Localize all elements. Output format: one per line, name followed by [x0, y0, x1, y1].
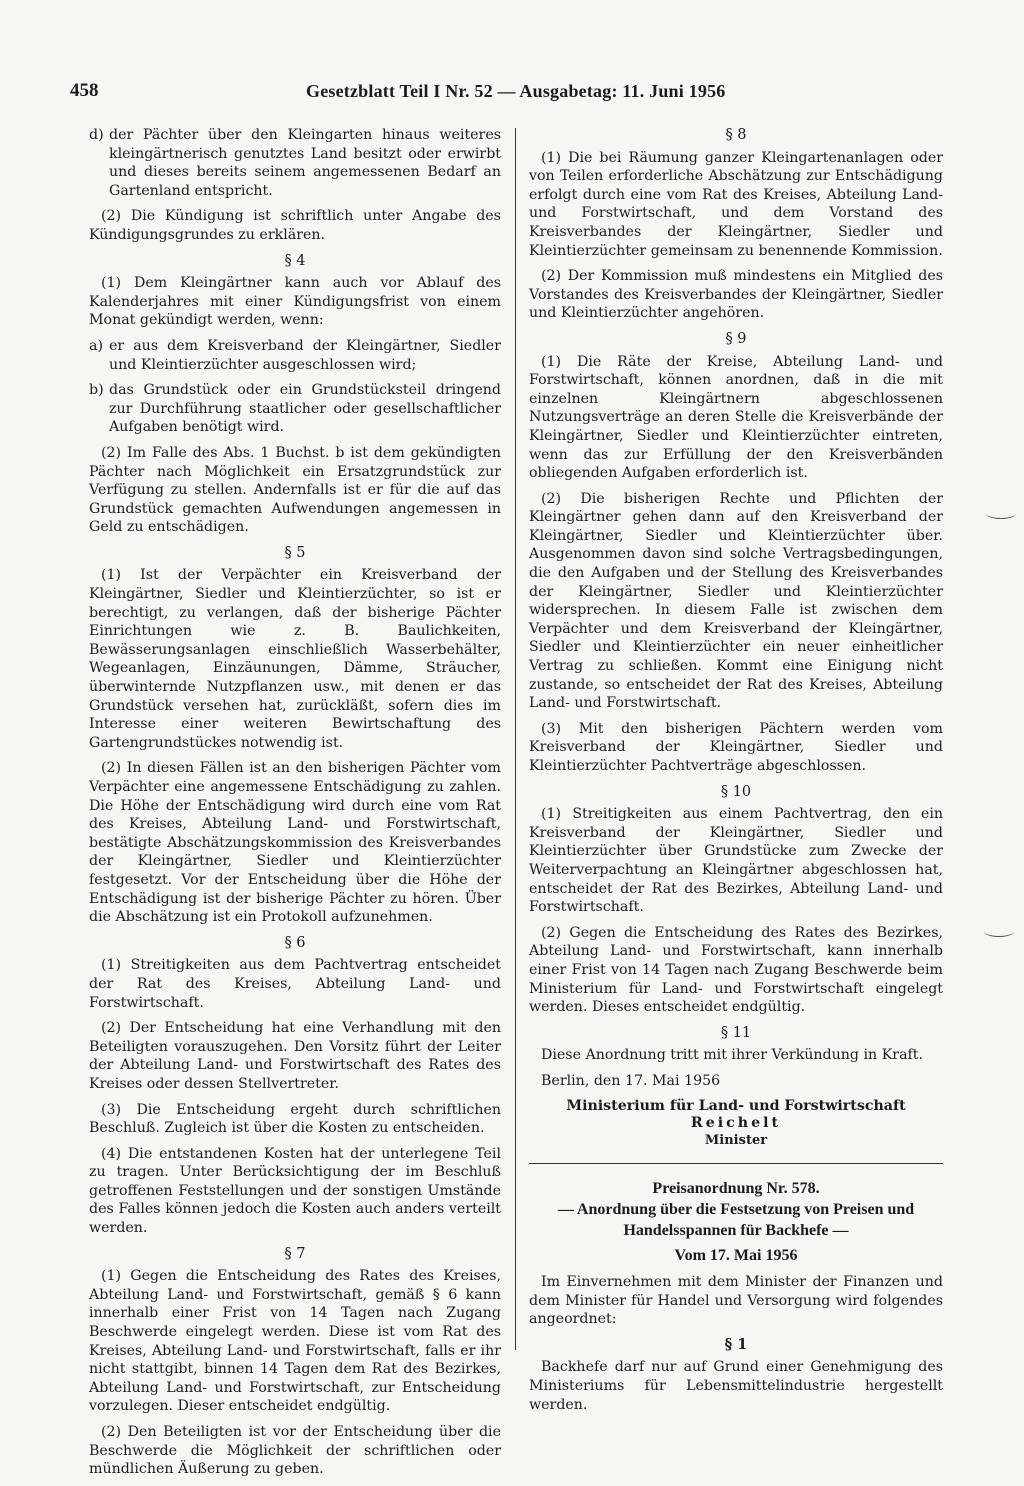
paragraph: (2) Der Entscheidung hat eine Verhandlung mit den Beteiligten vorauszugehen. Den Vorsitz führt der Leiter der Abteilung Land- und Forstwirtschaft des Rates des Kreises oder dessen Stellvertreter. [89, 1020, 501, 1092]
section-heading: § 5 [284, 544, 306, 561]
paragraph: (2) Die bisherigen Rechte und Pflichten der Kleingärtner gehen dann auf den Kreisverband der Kleingärtner, Siedler und Kleintierzüchter über. Ausgenommen davon sind solche Vertragsbedingungen, die den Aufgaben und der Stellung des Kreisverbandes der Kleingärtner, Siedler und Kleintierzüchter widersprechen. In diesem Falle ist zwischen dem Verpächter und dem Kreisverband der Kleingärtner, Siedler und Kleintierzüchter ein neuer einheitlicher Vertrag zu schließen. Kommt eine Einigung nicht zustande, so entscheidet der Rat des Kreises, Abteilung Land- und Forstwirtschaft. [529, 490, 943, 712]
signer-name: Reichelt [690, 1114, 782, 1131]
paragraph: (1) Streitigkeiten aus dem Pachtvertrag entscheidet der Rat des Kreises, Abteilung Land- und Forstwirtschaft. [89, 957, 501, 1011]
section-heading: § 10 [720, 783, 752, 800]
paragraph: (1) Die bei Räumung ganzer Kleingartenanlagen oder von Teilen erforderliche Abschätzung zur Entschädigung erfolgt durch eine vom Rat des Kreises, Abteilung Land- und Forstwirtschaft, und dem Vorstand des Kreisverbandes der Kleingärtner, Siedler und Kleintierzüchter gemeinsam zu benennende Kommission. [529, 149, 943, 259]
paragraph: (1) Streitigkeiten aus einem Pachtvertrag, den ein Kreisverband der Kleingärtner, Siedler und Kleintierzüchter über Grundstücke zum Zwecke der Weiterverpachtung an Kleingärtner abgeschlossen hat, entscheidet der Rat des Bezirkes, Abteilung Land- und Forstwirtschaft. [529, 806, 943, 916]
section-heading: § 9 [725, 330, 747, 347]
paragraph: (3) Mit den bisherigen Pächtern werden vom Kreisverband der Kleingärtner, Siedler und Kleintierzüchter Pachtverträge abgeschlossen. [529, 720, 943, 774]
signer-role: Minister [704, 1132, 768, 1148]
section-divider [529, 1163, 943, 1164]
section-heading: § 6 [284, 934, 306, 951]
paragraph: (2) Gegen die Entscheidung des Rates des Bezirkes, Abteilung Land- und Forstwirtschaft, kann innerhalb einer Frist von 14 Tagen nach Zugang Beschwerde beim Ministerium für Land- und Forstwirtschaft eingelegt werden. Dieses entscheidet endgültig. [529, 924, 943, 1016]
right-column [529, 126, 943, 1421]
ministry-name: Ministerium für Land- und Forstwirtschaft [566, 1097, 906, 1114]
paragraph: (1) Dem Kleingärtner kann auch vor Ablauf des Kalenderjahres mit einer Kündigungsfrist von einem Monat gekündigt werden, wenn: [89, 275, 501, 329]
left-column [89, 126, 501, 1486]
list-item-b: b) das Grundstück oder ein Grundstücksteil dringend zur Durchführung staatlicher oder gesellschaftlicher Aufgaben benötigt wird. [89, 382, 501, 436]
place-date: Berlin, den 17. Mai 1956 [541, 1072, 721, 1089]
margin-mark [984, 926, 1014, 937]
section-heading: § 11 [720, 1024, 752, 1041]
paragraph: Backhefe darf nur auf Grund einer Genehmigung des Ministeriums für Lebensmittelindustrie hergestellt werden. [529, 1359, 943, 1413]
paragraph: (2) Im Falle des Abs. 1 Buchst. b ist dem gekündigten Pächter nach Möglichkeit ein Ersatzgrundstück zur Verfügung zu stellen. Andernfalls ist er für die auf das Grundstück gemachten Aufwendungen angemessen in Geld zu entschädigen. [89, 444, 501, 536]
page-number: 458 [70, 80, 99, 101]
paragraph: (1) Die Räte der Kreise, Abteilung Land- und Forstwirtschaft, können anordnen, daß in die mit einzelnen Kleingärtnern abgeschlossenen Nutzungsverträge an deren Stelle die Kreisverbände der Kleingärtner, Siedler und Kleintierzüchter eintreten, wenn das zur Erfüllung der den Kreisverbänden obliegenden Aufgaben erforderlich ist. [529, 353, 943, 482]
section-heading: § 7 [284, 1245, 306, 1262]
paragraph: (2) Den Beteiligten ist vor der Entscheidung über die Beschwerde die Möglichkeit der schriftlichen oder mündlichen Äußerung zu geben. [89, 1424, 501, 1478]
paragraph: (2) In diesen Fällen ist an den bisherigen Pächter vom Verpächter eine angemessene Entschädigung zu zahlen. Die Höhe der Entschädigung wird durch eine vom Rat des Kreises, Abteilung Land- und Forstwirtschaft, bestätigte Abschätzungskommission des Kreisverbandes der Kleingärtner, Siedler und Kleintierzüchter festgesetzt. Vor der Entscheidung über die Höhe der Entschädigung ist der bisherige Pächter zu hören. Über die Abschätzung ist ein Protokoll aufzunehmen. [89, 760, 501, 926]
paragraph: (2) Der Kommission muß mindestens ein Mitglied des Vorstandes des Kreisverbandes der Kleingärtner, Siedler und Kleintierzüchter angehören. [529, 268, 943, 322]
column-divider [515, 128, 516, 1350]
paragraph: Diese Anordnung tritt mit ihrer Verkündung in Kraft. [541, 1047, 923, 1064]
order-date: Vom 17. Mai 1956 [674, 1246, 798, 1264]
paragraph: (1) Gegen die Entscheidung des Rates des Kreises, Abteilung Land- und Forstwirtschaft, gemäß § 6 kann innerhalb einer Frist von 14 Tagen nach Zugang Beschwerde eingelegt werden. Diese ist vom Rat des Kreises, Abteilung Land- und Forstwirtschaft, falls er ihr nicht stattgibt, binnen 14 Tagen dem Rat des Bezirkes, Abteilung Land- und Forstwirtschaft, zur Entscheidung vorzulegen. Dieser entscheidet endgültig. [89, 1268, 501, 1415]
list-item-a: a) er aus dem Kreisverband der Kleingärtner, Siedler und Kleintierzüchter ausgeschlossen wird; [89, 337, 501, 373]
paragraph: (4) Die entstandenen Kosten hat der unterlegene Teil zu tragen. Unter Berücksichtigung der im Beschluß getroffenen Feststellungen und der sonstigen Umstände des Falles können jedoch die Kosten auch anders verteilt werden. [89, 1145, 501, 1237]
section-heading: § 1 [724, 1335, 748, 1353]
order-title: Preisanordnung Nr. 578. [652, 1179, 820, 1197]
paragraph: (3) Die Entscheidung ergeht durch schriftlichen Beschluß. Zugleich ist über die Kosten zu entscheiden. [89, 1101, 501, 1137]
paragraph: Im Einvernehmen mit dem Minister der Finanzen und dem Minister für Handel und Versorgung wird folgendes angeordnet: [529, 1274, 943, 1328]
list-item-d: d) der Pächter über den Kleingarten hinaus weiteres kleingärtnerisch genutztes Land besitzt oder erwirbt und dieses bereits seinem angemessenen Bedarf an Gartenland entspricht. [89, 127, 501, 199]
section-heading: § 8 [725, 127, 747, 143]
section-heading: § 4 [284, 252, 306, 269]
paragraph: (1) Ist der Verpächter ein Kreisverband der Kleingärtner, Siedler und Kleintierzüchter, so ist er berechtigt, zu verlangen, daß der bisherige Pächter Einrichtungen wie z. B. Baulichkeiten, Bewässerungsanlagen einschließlich Wasserbehälter, Wegeanlagen, Einzäunungen, Dämme, Sträucher, überwinternde Nutzpflanzen usw., mit denen er das Grundstück versehen hat, zurückläßt, sofern dies im Interesse einer weiteren Bewirtschaftung des Gartengrundstückes notwendig ist. [89, 567, 501, 751]
order-subtitle: — Anordnung über die Festsetzung von Preisen und Handelsspannen für Backhefe — [557, 1200, 915, 1239]
page-header [70, 80, 944, 108]
paragraph: (2) Die Kündigung ist schriftlich unter Angabe des Kündigungsgrundes zu erklären. [89, 208, 501, 243]
gazette-title: Gesetzblatt Teil I Nr. 52 — Ausgabetag: 11. Juni 1956 [306, 81, 726, 101]
margin-mark [986, 508, 1016, 519]
